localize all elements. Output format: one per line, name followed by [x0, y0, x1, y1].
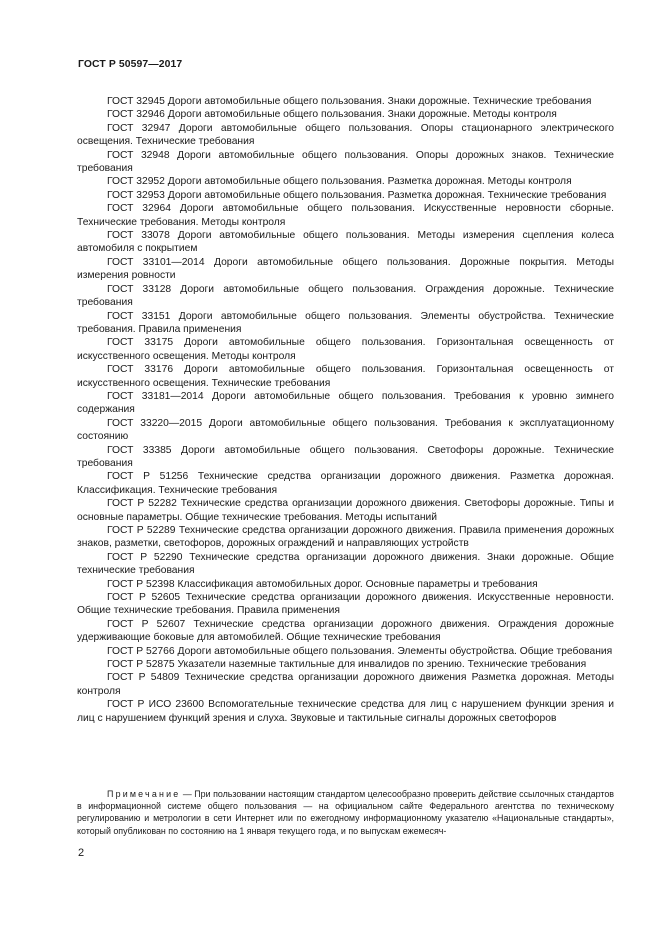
reference-item: ГОСТ 32964 Дороги автомобильные общего пользования. Искусственные неровности сборные. Технические требования. Методы контроля — [77, 203, 614, 228]
reference-item: ГОСТ 33176 Дороги автомобильные общего пользования. Горизонтальная освещенность от искусственного освещения. Технические требования — [77, 364, 614, 389]
reference-item: ГОСТ 33101—2014 Дороги автомобильные общего пользования. Дорожные покрытия. Методы измерения ровности — [77, 256, 614, 282]
note-paragraph — [77, 788, 614, 837]
reference-item: ГОСТ 33220—2015 Дороги автомобильные общего пользования. Требования к эксплуатационному состоянию — [77, 417, 614, 443]
page-number: 2 — [78, 847, 85, 859]
reference-item: ГОСТ 33078 Дороги автомобильные общего пользования. Методы измерения сцепления колеса автомобиля с покрытием — [77, 230, 614, 255]
reference-item: ГОСТ Р 54809 Технические средства организации дорожного движения Разметка дорожная. Методы контроля — [77, 672, 614, 697]
reference-item: ГОСТ Р 52875 Указатели наземные тактильные для инвалидов по зрению. Технические требования — [107, 659, 587, 671]
reference-item: ГОСТ Р 52398 Классификация автомобильных дорог. Основные параметры и требования — [107, 578, 538, 590]
reference-item: ГОСТ Р 52289 Технические средства организации дорожного движения. Правила применения дорожных знаков, разметки, светофоров, дорожных ограждений и направляющих устройств — [77, 525, 614, 550]
reference-item: ГОСТ Р 52607 Технические средства организации дорожного движения. Ограждения дорожные удерживающие боковые для автомобилей. Общие технические требования — [77, 618, 614, 644]
note-label: Примечание — [107, 789, 181, 799]
reference-item: ГОСТ 32952 Дороги автомобильные общего пользования. Разметка дорожная. Методы контроля — [107, 176, 572, 188]
reference-item: ГОСТ Р 52766 Дороги автомобильные общего пользования. Элементы обустройства. Общие требования — [107, 645, 613, 657]
reference-item: ГОСТ 33151 Дороги автомобильные общего пользования. Элементы обустройства. Технические требования. Правила применения — [77, 310, 614, 335]
reference-item: ГОСТ 32948 Дороги автомобильные общего пользования. Опоры дорожных знаков. Технические требования — [77, 149, 614, 175]
reference-item: ГОСТ 33175 Дороги автомобильные общего пользования. Горизонтальная освещенность от искусственного освещения. Методы контроля — [77, 337, 614, 362]
reference-item: ГОСТ 32946 Дороги автомобильные общего пользования. Знаки дорожные. Методы контроля — [107, 109, 557, 121]
reference-item: ГОСТ 33128 Дороги автомобильные общего пользования. Ограждения дорожные. Технические требования — [77, 283, 614, 309]
normative-references — [77, 95, 614, 725]
reference-item: ГОСТ 32953 Дороги автомобильные общего пользования. Разметка дорожная. Технические требования — [107, 189, 607, 201]
reference-item: ГОСТ 33385 Дороги автомобильные общего пользования. Светофоры дорожные. Технические требования — [77, 444, 614, 469]
reference-item: ГОСТ Р 52282 Технические средства организации дорожного движения. Светофоры дорожные. Типы и основные параметры. Общие технические требования. Методы испытаний — [77, 498, 614, 523]
reference-item: ГОСТ Р 51256 Технические средства организации дорожного движения. Разметка дорожная. Классификация. Технические требования — [77, 471, 614, 496]
note-text: — При пользовании настоящим стандартом целесообразно проверить действие ссылочных стандартов в информационной системе общего пользования — на официальном сайте Федерального агентства по техническому регулированию и метрологии в сети Интернет или по ежегодному информационному указателю «Национальные стандарты», который опубликован по состоянию на 1 января текущего года, и по выпускам ежемесяч- — [77, 789, 614, 836]
reference-item: ГОСТ 32947 Дороги автомобильные общего пользования. Опоры стационарного электрического освещения. Технические требования — [77, 122, 614, 148]
reference-item: ГОСТ 33181—2014 Дороги автомобильные общего пользования. Требования к уровню зимнего содержания — [77, 390, 614, 416]
document-header: ГОСТ Р 50597—2017 — [78, 59, 183, 70]
reference-item: ГОСТ Р 52605 Технические средства организации дорожного движения. Искусственные неровности. Общие технические требования. Правила применения — [77, 592, 614, 617]
reference-item: ГОСТ Р 52290 Технические средства организации дорожного движения. Знаки дорожные. Общие технические требования — [77, 551, 614, 577]
reference-item: ГОСТ Р ИСО 23600 Вспомогательные технические средства для лиц с нарушением функции зрения и лиц с нарушением функций зрения и слуха. Звуковые и тактильные сигналы дорожных светофоров — [77, 699, 614, 724]
reference-item: ГОСТ 32945 Дороги автомобильные общего пользования. Знаки дорожные. Технические требования — [107, 96, 592, 107]
